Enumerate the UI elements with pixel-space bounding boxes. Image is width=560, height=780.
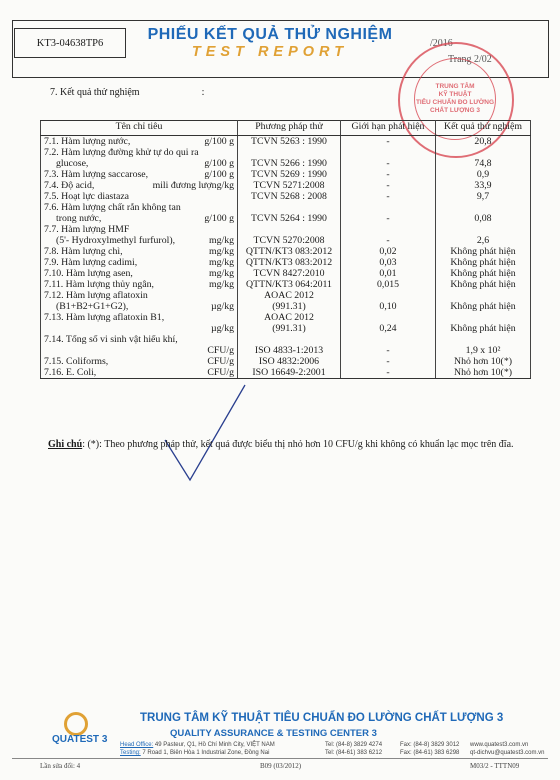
method-cell: QTTN/KT3 064:2011 xyxy=(238,279,341,290)
testing-address: 7 Road 1, Biên Hòa 1 Industrial Zone, Đồng Nai xyxy=(142,750,270,756)
test-name: 7.7. Hàm lượng HMF xyxy=(44,224,130,235)
test-unit: mili đương lượng/kg xyxy=(152,180,234,191)
table-row xyxy=(41,158,531,169)
form-code: B09 (03/2012) xyxy=(260,762,302,770)
test-name: 7.16. E. Coli, xyxy=(44,367,97,378)
result-cell xyxy=(436,312,531,323)
test-unit: CFU/g xyxy=(207,356,234,367)
result-cell: Không phát hiện xyxy=(436,268,531,279)
table-row xyxy=(41,213,531,224)
detection-limit-cell: - xyxy=(341,345,436,356)
result-cell: 9,7 xyxy=(436,191,531,202)
result-cell: 0,08 xyxy=(436,213,531,224)
result-cell: 74,8 xyxy=(436,158,531,169)
head-office-tel: Tel: (84-8) 3829 4274 xyxy=(325,742,383,748)
footnote-text: : (*): Theo phương pháp thử, kết quả được biểu thị nhỏ hơn 10 CFU/g khi không có khuẩn lạc mọc trên đĩa. xyxy=(82,439,514,450)
table-row xyxy=(41,136,531,148)
test-name: 7.15. Coliforms, xyxy=(44,356,109,367)
title-vietnamese: PHIẾU KẾT QUẢ THỬ NGHIỆM xyxy=(147,26,393,43)
detection-limit-cell xyxy=(341,224,436,235)
logo-text: QUATEST 3 xyxy=(52,734,108,745)
testing-fax: Fax: (84-61) 383 6298 xyxy=(400,750,460,756)
method-cell: QTTN/KT3 083:2012 xyxy=(238,246,341,257)
table-row xyxy=(41,235,531,246)
result-cell: Nhỏ hơn 10(*) xyxy=(436,356,531,367)
stamp-line-1: TRUNG TÂM xyxy=(435,83,475,90)
test-unit: g/100 g xyxy=(204,213,234,224)
table-row xyxy=(41,224,531,235)
testing-tel: Tel: (84-61) 383 6212 xyxy=(325,750,383,756)
stamp-line-3: TIÊU CHUẨN ĐO LƯỜNG xyxy=(415,99,495,106)
test-name-cell xyxy=(41,246,238,257)
detection-limit-cell: 0,10 xyxy=(341,301,436,312)
test-name: 7.3. Hàm lượng saccarose, xyxy=(44,169,149,180)
test-unit: g/100 g xyxy=(204,158,234,169)
test-name-cell xyxy=(41,169,238,180)
header-result: Kết quả thử nghiệm xyxy=(436,121,531,136)
detection-limit-cell: - xyxy=(341,191,436,202)
result-cell xyxy=(436,147,531,158)
detection-limit-cell xyxy=(341,202,436,213)
test-name: 7.11. Hàm lượng thủy ngân, xyxy=(44,279,154,290)
method-cell xyxy=(238,202,341,213)
method-cell: TCVN 5264 : 1990 xyxy=(238,213,341,224)
result-cell: 0,9 xyxy=(436,169,531,180)
table-row xyxy=(41,246,531,257)
test-name-cell xyxy=(41,301,238,312)
method-cell: TCVN 5266 : 1990 xyxy=(238,158,341,169)
method-cell: TCVN 5270:2008 xyxy=(238,235,341,246)
organization-name-vn: TRUNG TÂM KỸ THUẬT TIÊU CHUẨN ĐO LƯỜNG CHẤT LƯỢNG 3 xyxy=(140,712,504,724)
result-cell xyxy=(436,224,531,235)
test-unit: mg/kg xyxy=(208,257,234,268)
detection-limit-cell: 0,02 xyxy=(341,246,436,257)
test-name-cell xyxy=(41,356,238,367)
test-unit: µg/kg xyxy=(210,301,234,312)
table-row xyxy=(41,356,531,367)
method-cell: TCVN 5268 : 2008 xyxy=(238,191,341,202)
revision-number: Lần sửa đổi: 4 xyxy=(40,762,81,770)
test-name-cell xyxy=(41,180,238,191)
results-table xyxy=(40,120,531,379)
detection-limit-cell: - xyxy=(341,158,436,169)
method-cell: AOAC 2012 xyxy=(238,312,341,323)
table-row xyxy=(41,367,531,379)
footer-divider xyxy=(12,758,548,759)
test-name-cell xyxy=(41,235,238,246)
report-date: /2016 xyxy=(430,38,453,49)
result-cell: Không phát hiện xyxy=(436,246,531,257)
section-colon: : xyxy=(201,87,205,98)
test-unit: mg/kg xyxy=(208,268,234,279)
test-name-cell xyxy=(41,213,238,224)
method-cell: ISO 16649-2:2001 xyxy=(238,367,341,379)
detection-limit-cell: - xyxy=(341,169,436,180)
test-name-cell xyxy=(41,224,238,235)
test-name-cell xyxy=(41,345,238,356)
test-name: 7.12. Hàm lượng aflatoxin xyxy=(44,290,148,301)
test-name-cell xyxy=(41,367,238,379)
footnote xyxy=(48,438,518,451)
detection-limit-cell: 0,01 xyxy=(341,268,436,279)
table-row xyxy=(41,290,531,301)
document-code: KT3-04638TP6 xyxy=(14,28,126,58)
head-office-line xyxy=(120,742,275,748)
result-cell: Không phát hiện xyxy=(436,279,531,290)
test-name: (5'- Hydroxylmethyl furfurol), xyxy=(56,235,176,246)
test-name: 7.13. Hàm lượng aflatoxin B1, xyxy=(44,312,165,323)
test-unit: mg/kg xyxy=(208,279,234,290)
test-name: 7.6. Hàm lượng chất rắn không tan xyxy=(44,202,181,213)
result-cell: Nhỏ hơn 10(*) xyxy=(436,367,531,379)
detection-limit-cell xyxy=(341,334,436,345)
head-office-label: Head Office: xyxy=(120,742,154,748)
test-unit: g/100 g xyxy=(204,169,234,180)
result-cell: Không phát hiện xyxy=(436,323,531,334)
test-name-cell xyxy=(41,257,238,268)
method-cell: TCVN 5263 : 1990 xyxy=(238,136,341,148)
test-name-cell xyxy=(41,323,238,334)
website: www.quatest3.com.vn xyxy=(470,742,529,748)
method-cell: ISO 4832:2006 xyxy=(238,356,341,367)
test-name-cell xyxy=(41,147,238,158)
table-row xyxy=(41,345,531,356)
detection-limit-cell: - xyxy=(341,213,436,224)
test-name-cell xyxy=(41,268,238,279)
method-cell xyxy=(238,147,341,158)
section-heading xyxy=(50,87,204,98)
method-cell: TCVN 8427:2010 xyxy=(238,268,341,279)
test-name-cell xyxy=(41,136,238,148)
detection-limit-cell: - xyxy=(341,367,436,379)
method-cell xyxy=(238,334,341,345)
page-number: Trang 2/02 xyxy=(448,54,492,65)
test-name: 7.10. Hàm lượng asen, xyxy=(44,268,133,279)
table-row xyxy=(41,323,531,334)
stamp-line-2: KỸ THUẬT xyxy=(438,91,472,98)
table-row xyxy=(41,301,531,312)
test-name: 7.4. Độ acid, xyxy=(44,180,95,191)
detection-limit-cell: 0,03 xyxy=(341,257,436,268)
test-name-cell xyxy=(41,191,238,202)
method-cell: TCVN 5269 : 1990 xyxy=(238,169,341,180)
test-name: 7.2. Hàm lượng đường khử tự do qui ra xyxy=(44,147,199,158)
table-row xyxy=(41,312,531,323)
result-cell xyxy=(436,290,531,301)
result-cell: 20,8 xyxy=(436,136,531,148)
table-row xyxy=(41,279,531,290)
test-unit: CFU/g xyxy=(207,345,234,356)
table-header-row xyxy=(41,121,531,136)
footnote-label: Ghi chú xyxy=(48,439,83,450)
head-office-fax: Fax: (84-8) 3829 3012 xyxy=(400,742,460,748)
test-unit: g/100 g xyxy=(204,136,234,147)
result-cell: Không phát hiện xyxy=(436,257,531,268)
result-cell xyxy=(436,202,531,213)
result-cell: 33,9 xyxy=(436,180,531,191)
test-unit: mg/kg xyxy=(208,246,234,257)
result-cell: Không phát hiện xyxy=(436,301,531,312)
detection-limit-cell: - xyxy=(341,356,436,367)
test-name: glucose, xyxy=(56,158,89,169)
detection-limit-cell: - xyxy=(341,235,436,246)
method-cell: TCVN 5271:2008 xyxy=(238,180,341,191)
test-name-cell xyxy=(41,202,238,213)
test-name-cell xyxy=(41,158,238,169)
section-title: 7. Kết quả thử nghiệm xyxy=(50,87,140,98)
table-row xyxy=(41,257,531,268)
table-row xyxy=(41,191,531,202)
result-cell: 1,9 x 10² xyxy=(436,345,531,356)
test-name: (B1+B2+G1+G2), xyxy=(56,301,129,312)
test-unit: µg/kg xyxy=(210,323,234,334)
method-cell: ISO 4833-1:2013 xyxy=(238,345,341,356)
handwritten-check-mark xyxy=(160,380,250,490)
testing-line xyxy=(120,750,269,756)
header-test-name: Tên chỉ tiêu xyxy=(41,121,238,136)
test-name: 7.8. Hàm lượng chì, xyxy=(44,246,123,257)
form-reference: M03/2 - TTTN09 xyxy=(470,762,520,770)
test-unit: CFU/g xyxy=(207,367,234,378)
detection-limit-cell: 0,015 xyxy=(341,279,436,290)
method-cell: (991.31) xyxy=(238,301,341,312)
test-name: 7.5. Hoạt lực diastaza xyxy=(44,191,130,202)
detection-limit-cell xyxy=(341,312,436,323)
header-method: Phương pháp thử xyxy=(238,121,341,136)
method-cell: AOAC 2012 xyxy=(238,290,341,301)
result-cell xyxy=(436,334,531,345)
table-row xyxy=(41,180,531,191)
method-cell: (991.31) xyxy=(238,323,341,334)
organization-name-en: QUALITY ASSURANCE & TESTING CENTER 3 xyxy=(170,728,377,739)
test-name: 7.1. Hàm lượng nước, xyxy=(44,136,131,147)
table-row xyxy=(41,334,531,345)
result-cell: 2,6 xyxy=(436,235,531,246)
table-row xyxy=(41,169,531,180)
title-english: TEST REPORT xyxy=(191,44,349,60)
table-row xyxy=(41,268,531,279)
method-cell: QTTN/KT3 083:2012 xyxy=(238,257,341,268)
test-name: 7.14. Tổng số vi sinh vật hiếu khí, xyxy=(44,334,178,345)
test-unit: mg/kg xyxy=(208,235,234,246)
detection-limit-cell: - xyxy=(341,180,436,191)
logo-q-icon xyxy=(64,712,88,736)
detection-limit-cell xyxy=(341,290,436,301)
email: qt-dichvu@quatest3.com.vn xyxy=(470,750,545,756)
test-name-cell xyxy=(41,279,238,290)
stamp-line-4: CHẤT LƯỢNG 3 xyxy=(430,107,480,114)
test-name-cell xyxy=(41,334,238,345)
table-row xyxy=(41,147,531,158)
detection-limit-cell: 0,24 xyxy=(341,323,436,334)
header-detection-limit: Giới hạn phát hiện xyxy=(341,121,436,136)
head-office-address: 49 Pasteur, Q1, Hồ Chí Minh City, VIỆT NAM xyxy=(154,742,275,748)
table-row xyxy=(41,202,531,213)
test-name: 7.9. Hàm lượng cadimi, xyxy=(44,257,138,268)
test-name-cell xyxy=(41,290,238,301)
detection-limit-cell xyxy=(341,147,436,158)
test-name: trong nước, xyxy=(56,213,102,224)
test-name-cell xyxy=(41,312,238,323)
detection-limit-cell: - xyxy=(341,136,436,148)
testing-label: Testing: xyxy=(120,750,141,756)
method-cell xyxy=(238,224,341,235)
